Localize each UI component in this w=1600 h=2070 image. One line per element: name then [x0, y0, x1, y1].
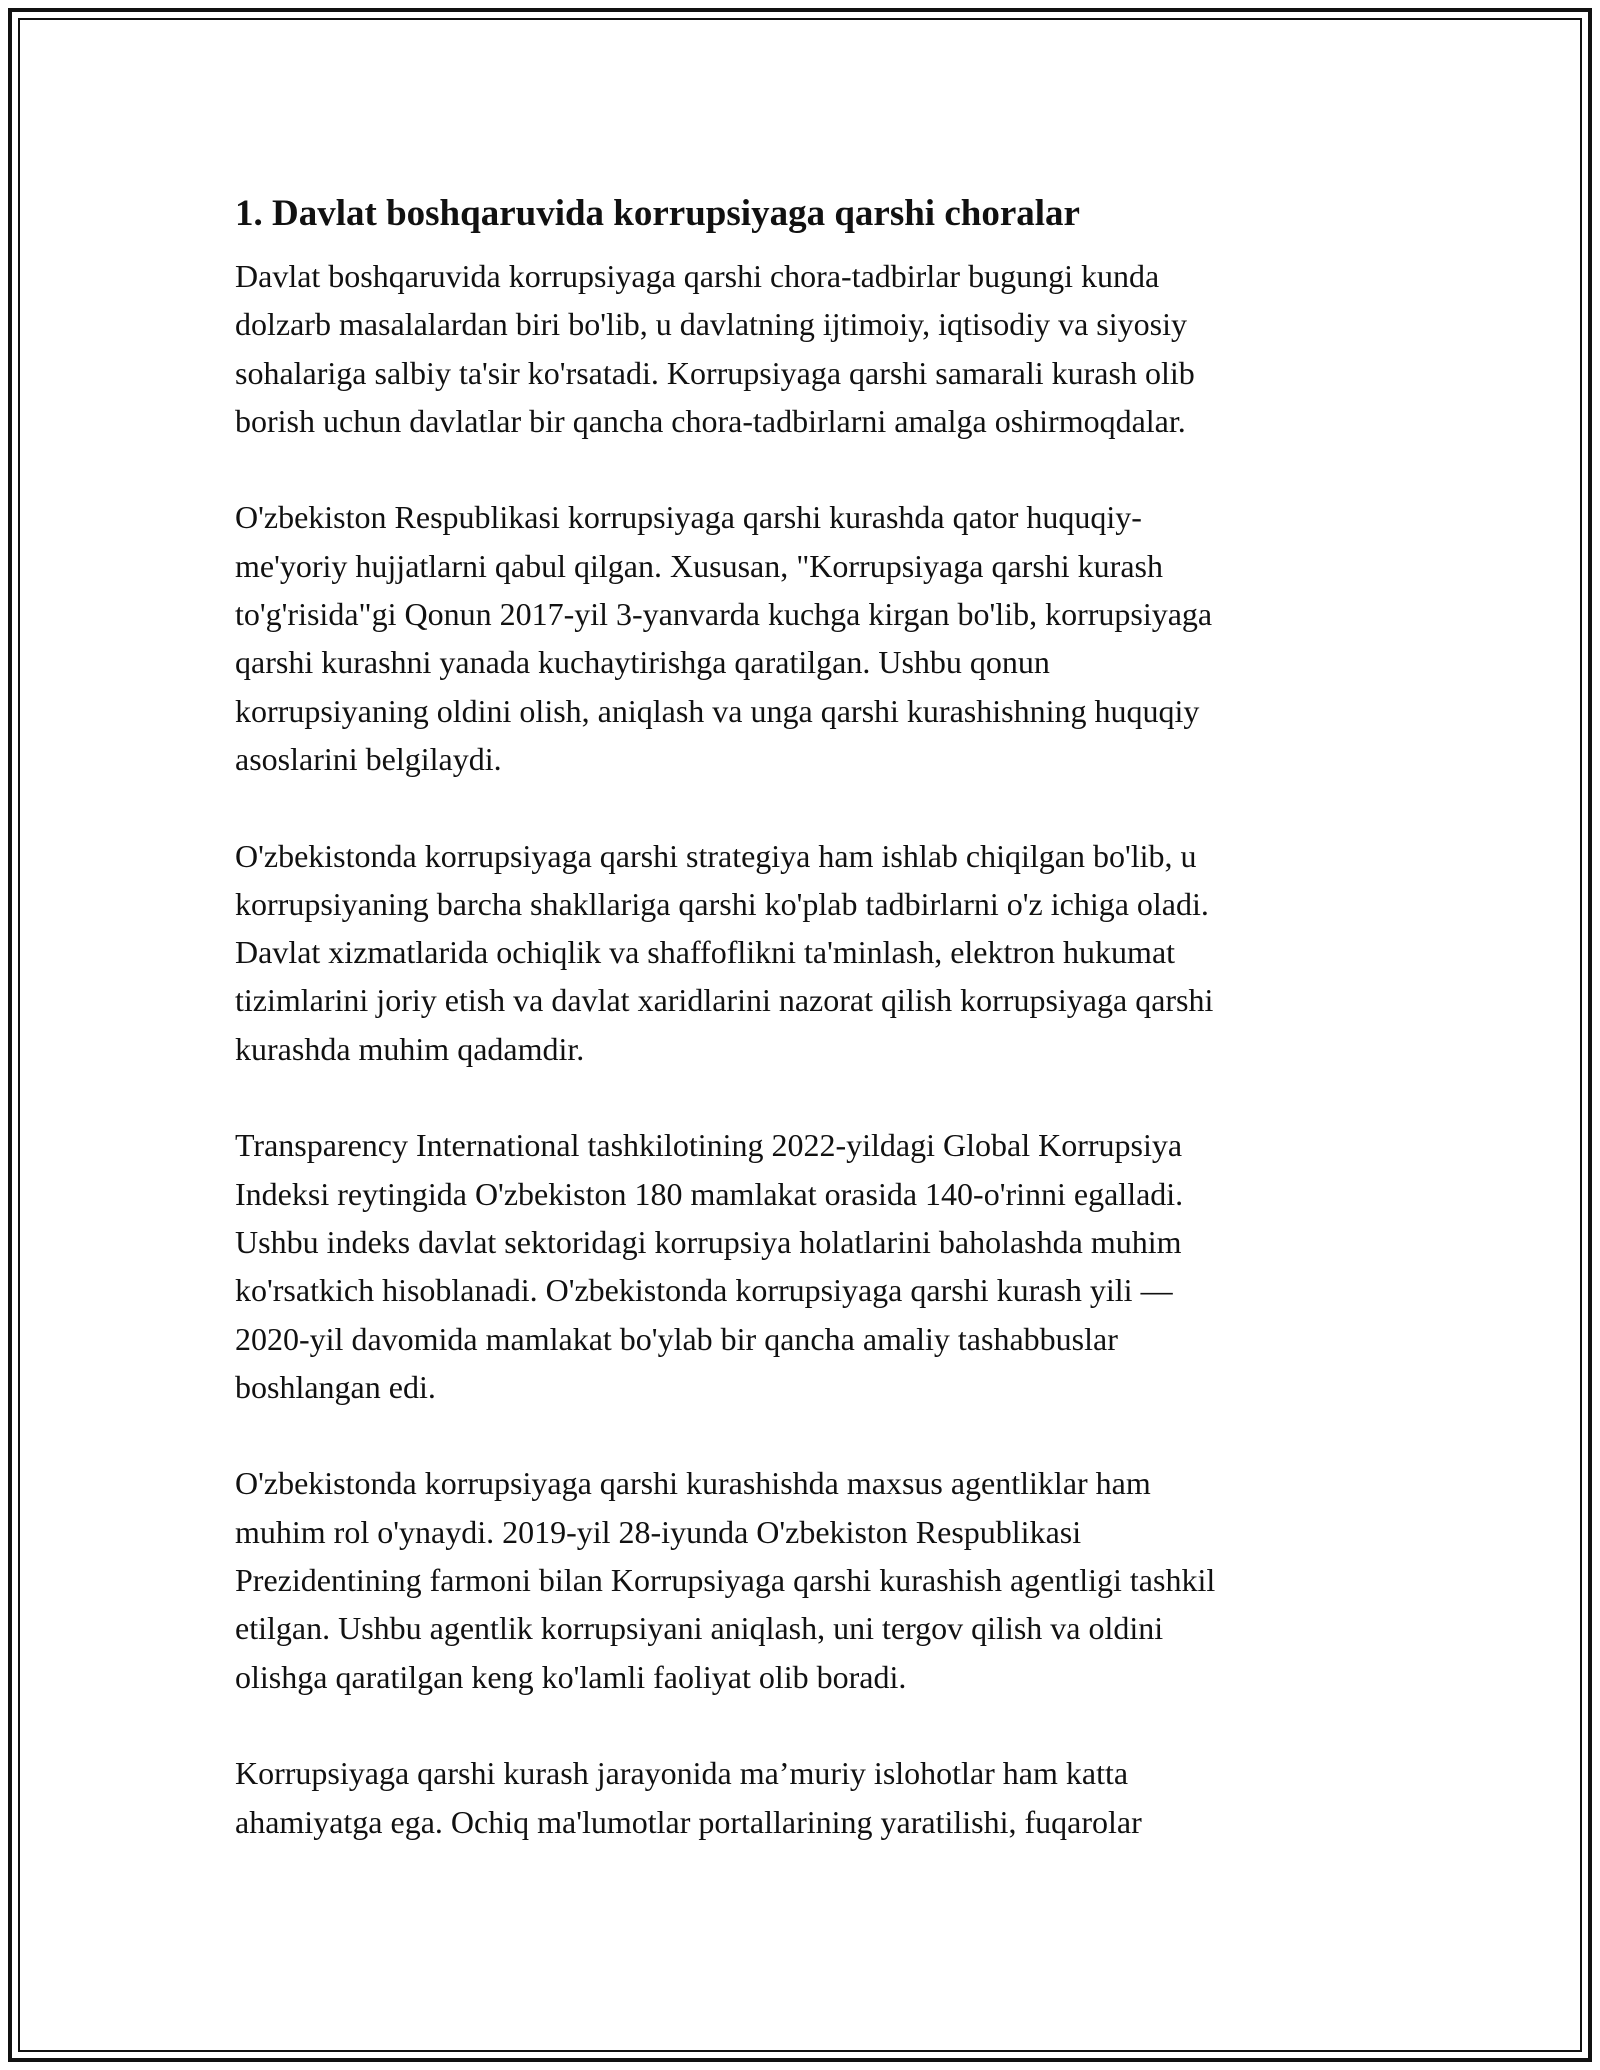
- text-line: kurashda muhim qadamdir.: [235, 1030, 585, 1067]
- section-heading: 1. Davlat boshqaruvida korrupsiyaga qarshi choralar: [235, 193, 1080, 234]
- text-line: olishga qaratilgan keng ko'lamli faoliyat olib boradi.: [235, 1658, 907, 1695]
- paragraph-2: [235, 493, 1385, 783]
- text-line: etilgan. Ushbu agentlik korrupsiyani aniqlash, uni tergov qilish va oldini: [235, 1610, 1164, 1647]
- text-line: muhim rol o'ynaydi. 2019-yil 28-iyunda O'zbekiston Respublikasi: [235, 1513, 1082, 1550]
- text-line: Korrupsiyaga qarshi kurash jarayonida ma’muriy islohotlar ham katta: [235, 1755, 1129, 1792]
- text-line: Ushbu indeks davlat sektoridagi korrupsiya holatlarini baholashda muhim: [235, 1223, 1182, 1260]
- text-line: Transparency International tashkilotining 2022-yildagi Global Korrupsiya: [235, 1127, 1183, 1164]
- text-line: ko'rsatkich hisoblanadi. O'zbekistonda korrupsiyaga qarshi kurash yili —: [235, 1272, 1173, 1309]
- document-body: [235, 188, 1385, 1894]
- text-line: 2020-yil davomida mamlakat bo'ylab bir qancha amaliy tashabbuslar: [235, 1320, 1118, 1357]
- text-line: to'g'risida"gi Qonun 2017-yil 3-yanvarda kuchga kirgan bo'lib, korrupsiyaga: [235, 596, 1213, 633]
- text-line: dolzarb masalalardan biri bo'lib, u davlatning ijtimoiy, iqtisodiy va siyosiy: [235, 306, 1187, 343]
- text-line: Prezidentining farmoni bilan Korrupsiyaga qarshi kurashish agentligi tashkil: [235, 1562, 1216, 1599]
- text-line: tizimlarini joriy etish va davlat xaridlarini nazorat qilish korrupsiyaga qarshi: [235, 982, 1214, 1019]
- text-line: qarshi kurashni yanada kuchaytirishga qaratilgan. Ushbu qonun: [235, 644, 1050, 681]
- text-line: boshlangan edi.: [235, 1368, 436, 1405]
- paragraph-6: [235, 1749, 1385, 1846]
- text-line: sohalariga salbiy ta'sir ko'rsatadi. Korrupsiyaga qarshi samarali kurash olib: [235, 354, 1195, 391]
- text-line: O'zbekiston Respublikasi korrupsiyaga qarshi kurashda qator huquqiy-: [235, 499, 1142, 536]
- text-line: korrupsiyaning barcha shakllariga qarshi ko'plab tadbirlarni o'z ichiga oladi.: [235, 885, 1209, 922]
- text-line: Davlat boshqaruvida korrupsiyaga qarshi chora-tadbirlar bugungi kunda: [235, 258, 1160, 294]
- text-line: Davlat xizmatlarida ochiqlik va shaffoflikni ta'minlash, elektron hukumat: [235, 934, 1176, 971]
- text-line: O'zbekistonda korrupsiyaga qarshi kurashishda maxsus agentliklar ham: [235, 1465, 1151, 1502]
- text-line: me'yoriy hujjatlarni qabul qilgan. Xususan, "Korrupsiyaga qarshi kurash: [235, 547, 1163, 584]
- text-line: korrupsiyaning oldini olish, aniqlash va unga qarshi kurashishning huquqiy: [235, 692, 1200, 729]
- text-line: borish uchun davlatlar bir qancha chora-tadbirlarni amalga oshirmoqdalar.: [235, 402, 1186, 439]
- paragraph-3: [235, 832, 1385, 1073]
- text-line: asoslarini belgilaydi.: [235, 740, 502, 777]
- paragraph-5: [235, 1459, 1385, 1700]
- text-line: O'zbekistonda korrupsiyaga qarshi strategiya ham ishlab chiqilgan bo'lib, u: [235, 837, 1197, 874]
- paragraph-1: [235, 252, 1385, 445]
- paragraph-4: [235, 1121, 1385, 1411]
- text-line: Indeksi reytingida O'zbekiston 180 mamlakat orasida 140-o'rinni egalladi.: [235, 1175, 1184, 1212]
- text-line: ahamiyatga ega. Ochiq ma'lumotlar portallarining yaratilishi, fuqarolar: [235, 1803, 1142, 1840]
